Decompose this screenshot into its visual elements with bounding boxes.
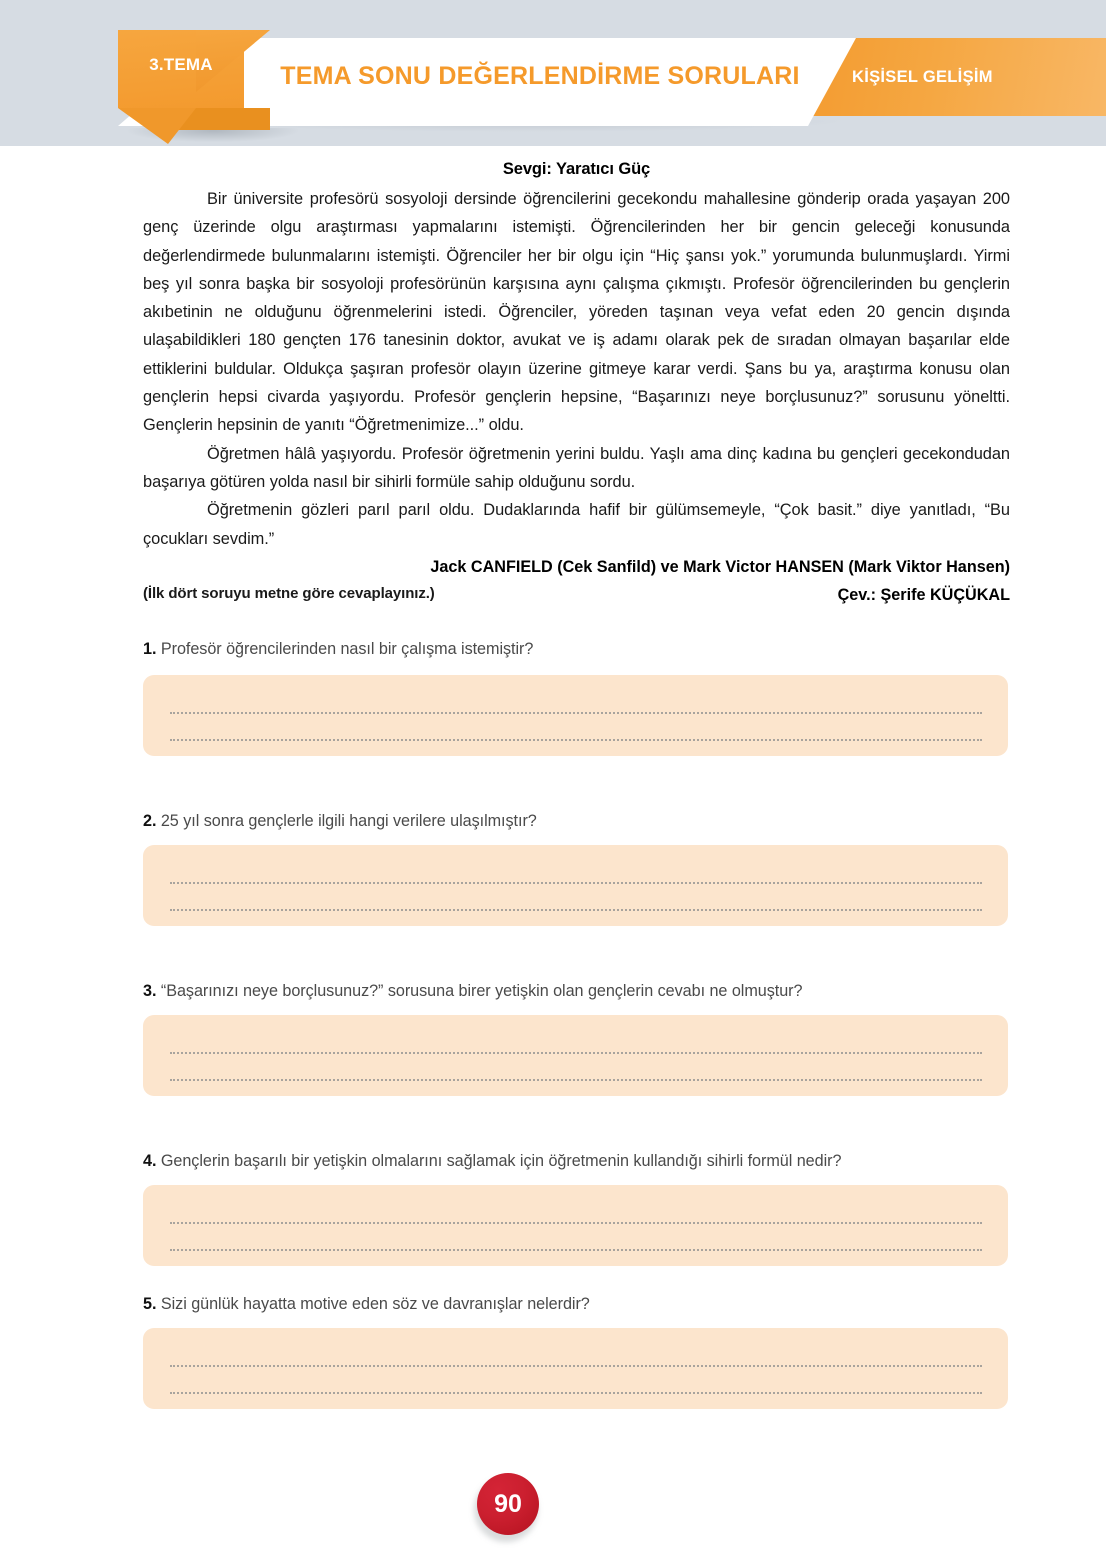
answer-line[interactable] (170, 881, 982, 884)
question-2-text: 25 yıl sonra gençlerle ilgili hangi verilere ulaşılmıştır? (160, 812, 537, 830)
question-3-text: “Başarınızı neye borçlusunuz?” sorusuna birer yetişkin olan gençlerin cevabı ne olmuştur? (160, 982, 803, 1000)
question-4-text: Gençlerin başarılı bir yetişkin olmalarını sağlamak için öğretmenin kullandığı sihirli formül nedir? (160, 1152, 842, 1170)
passage-paragraph-3: Öğretmenin gözleri parıl parıl oldu. Dudaklarında hafif bir gülümsemeyle, “Çok basit.” diye yanıtladı, “Bu çocukları sevdim.” (143, 501, 1010, 548)
answer-line[interactable] (170, 1391, 982, 1394)
question-5-text: Sizi günlük hayatta motive eden söz ve davranışlar nelerdir? (160, 1295, 590, 1313)
question-3 (143, 982, 1023, 1001)
answer-line[interactable] (170, 738, 982, 741)
question-4-number: 4. (143, 1152, 157, 1170)
passage-author: Jack CANFIELD (Cek Sanfild) ve Mark Victor HANSEN (Mark Viktor Hansen) (430, 557, 1010, 576)
question-1-number: 1. (143, 640, 157, 658)
reading-passage (143, 160, 1010, 609)
header-band (0, 0, 1106, 146)
answer-box-2[interactable] (143, 845, 1008, 926)
answer-line[interactable] (170, 1364, 982, 1367)
question-3-number: 3. (143, 982, 157, 1000)
answer-box-5[interactable] (143, 1328, 1008, 1409)
answer-line[interactable] (170, 1078, 982, 1081)
answer-line[interactable] (170, 1248, 982, 1251)
passage-title: Sevgi: Yaratıcı Güç (502, 160, 651, 178)
answer-line[interactable] (170, 1051, 982, 1054)
answer-box-1[interactable] (143, 675, 1008, 756)
question-5 (143, 1295, 1023, 1314)
question-1-text: Profesör öğrencilerinden nasıl bir çalışma istemiştir? (160, 640, 534, 658)
instruction-line: (İlk dört soruyu metne göre cevaplayınız.) (143, 585, 435, 602)
answer-line[interactable] (170, 711, 982, 714)
subject-label: KİŞİSEL GELİŞİM (852, 68, 993, 86)
question-2 (143, 812, 1023, 831)
question-1 (143, 640, 1023, 659)
question-5-number: 5. (143, 1295, 157, 1313)
page-title: TEMA SONU DEĞERLENDİRME SORULARI (280, 62, 800, 90)
question-2-number: 2. (143, 812, 157, 830)
answer-box-4[interactable] (143, 1185, 1008, 1266)
passage-paragraph-2: Öğretmen hâlâ yaşıyordu. Profesör öğretmenin yerini buldu. Yaşlı ama dinç kadına bu gençleri gecekondudan başarıya götüren yolda nasıl bir sihirli formüle sahip olduğunu sordu. (143, 444, 1010, 491)
page-number-badge: 90 (477, 1473, 539, 1535)
theme-tab-label: 3.TEMA (149, 55, 213, 74)
answer-box-3[interactable] (143, 1015, 1008, 1096)
passage-translator: Çev.: Şerife KÜÇÜKAL (837, 585, 1010, 604)
answer-line[interactable] (170, 908, 982, 911)
question-4 (143, 1152, 1023, 1171)
passage-paragraph-1: Bir üniversite profesörü sosyoloji dersinde öğrencilerini gecekondu mahallesine gönderip orada yaşayan 200 genç üzerinde olgu araştırması yapmalarını istemişti. Öğrencilerinden her bir gencin geleceği konusunda değerlendirmede bulunmalarını istemişti. Öğrenciler her bir olgu için “Hiç şansı yok.” yorumunda bulunmuşlardı. Yirmi beş yıl sonra başka bir sosyoloji profesörünün karşısına aynı çalışma çıkmıştı. Profesör öğrencilerinden bu gençlerin akıbetinin ne olduğunu öğrenmelerini istedi. Öğrenciler, yöreden taşınan veya vefat eden 20 gencin dışında ulaşabildikleri 180 gençten 176 tanesinin doktor, avukat ve iş adamı olarak pek de sıradan olmayan başarılar elde ettiklerini buldular. Oldukça şaşıran profesör olayın üzerine gitmeye karar verdi. Şans bu ya, araştırma konusu olan gençlerin hepsi civarda yaşıyordu. Profesör gençlerin hepsine, “Başarınızı neye borçlusunuz?” sorusunu yöneltti. Gençlerin hepsinin de yanıtı “Öğretmenimize...” oldu. (143, 190, 1010, 435)
answer-line[interactable] (170, 1221, 982, 1224)
